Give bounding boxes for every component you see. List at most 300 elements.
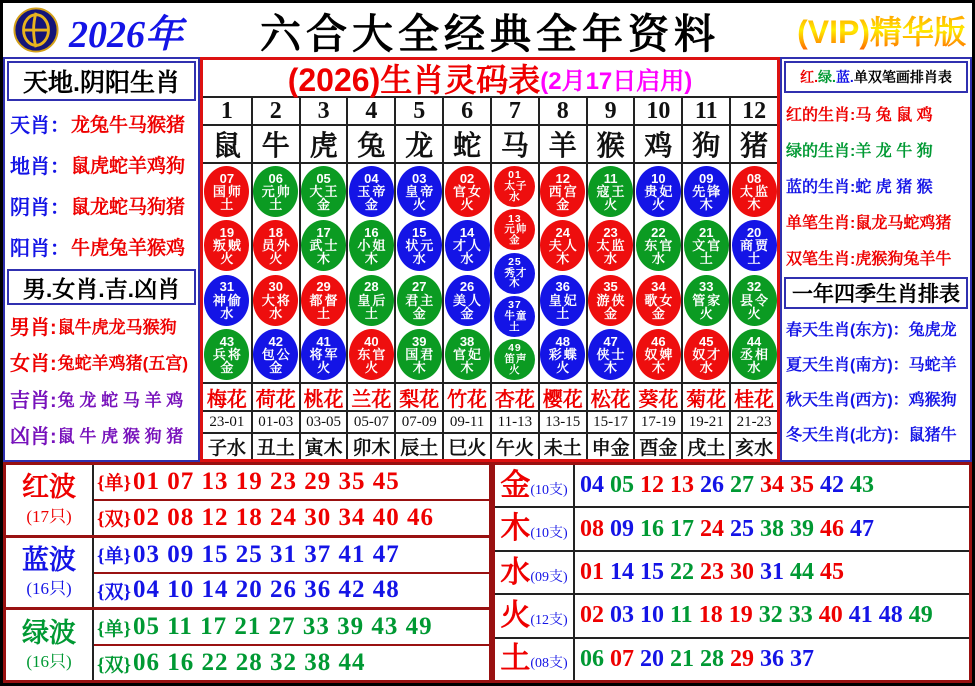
color-zodiac-row: 绿的生肖:羊 龙 牛 狗: [786, 142, 933, 160]
number-ball: [588, 275, 633, 326]
ball-element: 火: [604, 197, 618, 213]
element-count: (12支): [530, 612, 568, 628]
ball-element: 火: [699, 305, 713, 321]
grid-column: [729, 98, 777, 459]
element-number: 12: [640, 472, 664, 499]
wave-group: [6, 465, 489, 535]
ball-title: 官女: [453, 183, 484, 199]
ball-title: 状元: [405, 238, 436, 254]
element-number: 20: [640, 645, 664, 672]
wave-parity-tag: {双}: [97, 509, 131, 531]
element-number: 17: [670, 515, 694, 542]
ball-title: 小姐: [357, 238, 388, 254]
ball-number: 17: [316, 224, 331, 240]
ball-element: 木: [651, 360, 665, 376]
element-name: 金: [500, 468, 531, 502]
element-numbers: [575, 508, 969, 549]
left-row-label: 男肖:: [10, 316, 57, 339]
column-number: 9: [588, 98, 634, 126]
ball-element: 金: [556, 197, 570, 213]
ball-title: 元帅: [261, 183, 292, 199]
wave-number-row: [94, 465, 489, 499]
ball-element: 木: [556, 251, 570, 267]
ball-title: 都督: [309, 292, 340, 308]
number-ball: [494, 296, 535, 337]
number-ball: [540, 220, 585, 271]
header: [3, 3, 972, 57]
color-zodiac-row: 双笔生肖:虎猴狗兔羊牛: [786, 250, 952, 268]
left-section1-rows: [5, 103, 198, 267]
ball-element: 水: [509, 190, 521, 203]
zodiac-cell: 虎: [301, 126, 347, 164]
number-ball: [204, 166, 249, 217]
zodiac-cell: 鸡: [635, 126, 681, 164]
number-ball: [636, 275, 681, 326]
number-ball: [253, 329, 298, 380]
element-number: 45: [820, 559, 844, 586]
ball-number: 32: [746, 279, 762, 295]
ball-title: 皇帝: [405, 183, 436, 199]
flower-cell: 桂花: [731, 384, 777, 412]
element-number: 01: [580, 559, 604, 586]
color-zodiac-row: 单笔生肖:鼠龙马蛇鸡猪: [786, 214, 952, 232]
branch-cell: 子水: [207, 438, 246, 459]
zodiac-cell: 猴: [588, 126, 634, 164]
ball-title: 县令: [740, 292, 771, 308]
ball-element: 木: [747, 197, 761, 213]
left-row-label: 天肖：: [10, 115, 70, 137]
right-section2-rows: [782, 311, 970, 451]
ball-stack: [492, 164, 538, 384]
wave-number-row: [94, 610, 489, 644]
wave-rows: [94, 465, 489, 535]
color-zodiac-row: 蓝的生肖:蛇 虎 猪 猴: [786, 178, 933, 196]
number-ball: [253, 166, 298, 217]
ball-number: 07: [219, 170, 235, 186]
title-segment: 单双笔画排肖表: [853, 69, 952, 85]
ball-element: 金: [651, 305, 665, 321]
element-number: 29: [730, 645, 754, 672]
grid-column: [203, 98, 251, 459]
ball-number: 45: [699, 333, 714, 349]
title-segment: 绿.: [818, 69, 836, 85]
wave-parity-tag: {双}: [97, 654, 131, 676]
element-number: 22: [670, 559, 694, 586]
ball-element: 火: [412, 197, 426, 213]
element-row: [495, 637, 969, 680]
center-title-sub: (2月17日启用): [540, 67, 693, 95]
number-ball: [732, 329, 777, 380]
element-number: 34: [760, 472, 784, 499]
element-name: 火: [500, 598, 531, 632]
hour-cell: 13-15: [540, 412, 586, 434]
ball-element: 水: [220, 305, 234, 321]
element-label: [495, 639, 575, 680]
ball-stack: [444, 164, 490, 384]
element-row: [495, 550, 969, 593]
number-ball: [301, 275, 346, 326]
element-label: [495, 552, 575, 593]
zodiac-cell: 蛇: [444, 126, 490, 164]
ball-number: 04: [364, 170, 379, 186]
ball-title: 东官: [357, 346, 388, 362]
column-number: 4: [348, 98, 394, 126]
ball-element: 土: [364, 305, 378, 321]
ball-title: 丞相: [740, 346, 771, 362]
number-ball: [684, 166, 729, 217]
wave-parity-tag: {单}: [97, 546, 131, 568]
left-row-value: 兔蛇羊鸡猪(五宫): [57, 354, 188, 374]
ball-element: 火: [509, 363, 521, 376]
wave-numbers: 05 11 17 21 27 33 39 43 49: [132, 613, 433, 641]
ball-element: 水: [269, 305, 283, 321]
element-label: [495, 465, 575, 506]
ball-title: 太监: [596, 238, 627, 254]
ball-number: 19: [219, 224, 235, 240]
hour-cell: 01-03: [253, 412, 299, 434]
wave-count: (16只): [26, 579, 72, 599]
right-section1-title: [784, 61, 968, 93]
ball-number: 08: [746, 170, 762, 186]
title-segment: 蓝.: [835, 69, 854, 85]
zodiac-cell: 牛: [253, 126, 299, 164]
hour-cell: 23-01: [203, 412, 251, 434]
ball-element: 金: [412, 305, 426, 321]
element-number: 38: [760, 515, 784, 542]
ball-element: 火: [556, 360, 570, 376]
wave-rows: [94, 610, 489, 680]
right-section1-rows: [782, 95, 970, 275]
season-row: 夏天生肖(南方)：马蛇羊: [786, 357, 957, 374]
element-number: 33: [788, 602, 813, 629]
ball-number: 39: [412, 333, 427, 349]
ball-title: 元帅: [504, 223, 528, 236]
element-number: 13: [670, 472, 694, 499]
element-number: 04: [580, 472, 604, 499]
center-title-main: (2026)生肖灵码表: [287, 62, 541, 98]
wave-number-row: [94, 644, 489, 680]
ball-number: 35: [603, 279, 618, 295]
ball-title: 东官: [644, 238, 675, 254]
ball-title: 兵将: [212, 346, 243, 362]
ball-element: 土: [317, 305, 331, 321]
element-number: 46: [820, 515, 844, 542]
left-section1-title: 天地.阴阳生肖: [7, 61, 196, 101]
ball-number: 05: [316, 170, 331, 186]
column-number: 3: [301, 98, 347, 126]
element-count: (09支): [530, 569, 568, 585]
grid-column: [633, 98, 681, 459]
grid-column: [251, 98, 299, 459]
wave-name: 蓝波: [22, 544, 76, 575]
ball-element: 火: [651, 197, 665, 213]
ball-number: 34: [651, 279, 666, 295]
element-number: 14: [610, 559, 634, 586]
left-row: [10, 109, 198, 138]
ball-element: 火: [364, 360, 378, 376]
ball-title: 美人: [453, 292, 484, 308]
season-row: 冬天生肖(北方)：鼠猪牛: [786, 427, 957, 444]
ball-title: 歌女: [644, 292, 675, 308]
ball-number: 30: [268, 279, 283, 295]
number-ball: [301, 166, 346, 217]
number-ball: [349, 220, 394, 271]
flower-cell: 葵花: [635, 384, 681, 412]
ball-number: 48: [555, 333, 570, 349]
ball-title: 国师: [212, 183, 243, 199]
number-ball: [494, 166, 535, 207]
element-name: 土: [500, 642, 531, 676]
ball-element: 水: [412, 251, 426, 267]
left-row: [10, 232, 198, 261]
ball-number: 06: [268, 170, 283, 186]
ball-title: 包公: [261, 346, 292, 362]
hour-cell: 17-19: [635, 412, 681, 434]
ball-stack: [301, 164, 347, 384]
hour-cell: 05-07: [348, 412, 394, 434]
ball-number: 47: [603, 333, 618, 349]
element-name: 木: [500, 512, 531, 546]
element-number: 48: [878, 602, 903, 629]
ball-number: 44: [746, 333, 762, 349]
number-ball: [301, 329, 346, 380]
grid-column: [299, 98, 347, 459]
ball-number: 22: [651, 224, 666, 240]
ball-title: 大将: [261, 292, 292, 308]
ball-element: 木: [364, 251, 378, 267]
element-numbers: [575, 465, 969, 506]
ball-title: 玉帝: [357, 183, 388, 199]
ball-title: 贵妃: [644, 183, 675, 199]
flower-cell: 竹花: [444, 384, 490, 412]
grid-column: [586, 98, 634, 459]
element-number: 11: [670, 602, 693, 629]
element-number: 47: [850, 515, 874, 542]
column-number: 6: [444, 98, 490, 126]
element-number: 30: [730, 559, 754, 586]
number-ball: [445, 329, 490, 380]
column-number: 8: [540, 98, 586, 126]
column-number: 7: [492, 98, 538, 126]
ball-title: 寇王: [596, 183, 627, 199]
ball-number: 29: [316, 279, 331, 295]
wave-numbers: 03 09 15 25 31 37 41 47: [132, 540, 400, 568]
branch-cell: 卯木: [352, 438, 391, 459]
ball-element: 水: [604, 251, 618, 267]
ball-number: 11: [603, 170, 618, 186]
number-ball: [684, 220, 729, 271]
ball-stack: [731, 164, 777, 384]
ball-number: 01: [508, 169, 522, 182]
element-row: [495, 593, 969, 636]
ball-number: 38: [459, 333, 475, 349]
season-row: 秋天生肖(西方)：鸡猴狗: [786, 392, 957, 409]
zodiac-cell: 兔: [348, 126, 394, 164]
branch-cell: 申金: [591, 438, 630, 459]
number-ball: [636, 166, 681, 217]
flower-cell: 兰花: [348, 384, 394, 412]
ball-title: 管家: [692, 292, 723, 308]
ball-title: 皇妃: [548, 292, 579, 308]
wave-number-row: [94, 538, 489, 572]
element-table: [492, 462, 972, 683]
ball-number: 10: [651, 170, 666, 186]
left-section2-title: 男.女肖.吉.凶肖: [7, 269, 196, 305]
grid-column: [681, 98, 729, 459]
center-title: [203, 60, 777, 98]
ball-number: 23: [603, 224, 618, 240]
flower-cell: 梨花: [396, 384, 442, 412]
left-row-label: 阳肖：: [10, 238, 70, 260]
number-ball: [540, 166, 585, 217]
flower-cell: 松花: [588, 384, 634, 412]
ball-element: 火: [269, 251, 283, 267]
element-count: (08支): [530, 656, 568, 672]
ball-number: 36: [555, 279, 570, 295]
ball-element: 金: [460, 305, 474, 321]
element-number: 39: [790, 515, 814, 542]
ball-number: 09: [699, 170, 714, 186]
column-number: 12: [731, 98, 777, 126]
element-number: 35: [790, 472, 814, 499]
wave-parity-tag: {双}: [97, 581, 131, 603]
wave-numbers: 01 07 13 19 23 29 35 45: [132, 467, 400, 495]
zodiac-cell: 马: [492, 126, 538, 164]
wave-number-row: [94, 572, 489, 608]
ball-element: 火: [317, 360, 331, 376]
element-label: [495, 508, 575, 549]
number-ball: [684, 275, 729, 326]
number-ball: [588, 220, 633, 271]
ball-number: 49: [508, 342, 522, 355]
wave-label: [6, 538, 94, 608]
ball-element: 土: [556, 305, 570, 321]
zodiac-cell: 羊: [540, 126, 586, 164]
vip-badge: (VIP)精华版: [797, 7, 966, 53]
ball-title: 武士: [309, 238, 340, 254]
number-ball: [445, 220, 490, 271]
branch-cell: 午火: [495, 438, 534, 459]
ball-element: 火: [220, 251, 234, 267]
right-panel: [780, 57, 972, 462]
flower-cell: 樱花: [540, 384, 586, 412]
grid-column: [394, 98, 442, 459]
left-row-value: 龙兔牛马猴猪: [71, 115, 186, 136]
element-number: 06: [580, 645, 604, 672]
element-number: 49: [908, 602, 933, 629]
ball-element: 土: [269, 197, 283, 213]
ball-title: 西宫: [548, 183, 579, 199]
ball-number: 15: [412, 224, 427, 240]
grid-column: [490, 98, 538, 459]
ball-element: 木: [699, 197, 713, 213]
ball-number: 14: [459, 224, 475, 240]
ball-stack: [203, 164, 251, 384]
element-count: (10支): [530, 526, 568, 542]
left-row: [10, 384, 198, 413]
wave-rows: [94, 538, 489, 608]
number-ball: [636, 220, 681, 271]
left-row: [10, 191, 198, 220]
number-ball: [540, 329, 585, 380]
ball-number: 40: [364, 333, 379, 349]
ball-title: 秀才: [504, 266, 528, 279]
left-row-value: 鼠虎蛇羊鸡狗: [71, 156, 186, 177]
number-ball: [684, 329, 729, 380]
ball-title: 将军: [309, 346, 340, 362]
grid-column: [346, 98, 394, 459]
ball-title: 君主: [405, 292, 436, 308]
element-number: 07: [610, 645, 634, 672]
element-number: 21: [670, 645, 694, 672]
number-ball: [445, 275, 490, 326]
ball-title: 太子: [504, 180, 528, 193]
ball-element: 木: [317, 251, 331, 267]
left-row-value: 鼠牛虎龙马猴狗: [57, 317, 177, 337]
color-zodiac-row: 红的生肖:马 兔 鼠 鸡: [786, 106, 933, 124]
branch-cell: 酉金: [639, 438, 678, 459]
wave-parity-tag: {单}: [97, 618, 131, 640]
ball-title: 游侠: [596, 292, 627, 308]
ball-number: 25: [508, 255, 522, 268]
element-numbers: [575, 595, 969, 636]
ball-element: 土: [509, 320, 521, 333]
number-ball: [204, 275, 249, 326]
ball-title: 商贾: [740, 238, 771, 254]
element-numbers: [575, 552, 969, 593]
ball-element: 火: [460, 197, 474, 213]
wave-numbers: 04 10 14 20 26 36 42 48: [132, 576, 400, 604]
ball-number: 20: [746, 224, 762, 240]
number-ball: [636, 329, 681, 380]
wave-count: (16只): [26, 651, 72, 671]
wave-parity-tag: {单}: [97, 473, 131, 495]
element-number: 40: [818, 602, 843, 629]
element-number: 23: [700, 559, 724, 586]
ball-number: 27: [412, 279, 427, 295]
element-number: 36: [760, 645, 784, 672]
wave-group: [6, 607, 489, 680]
left-row-label: 凶肖:: [10, 426, 57, 449]
wave-numbers: 06 16 22 28 32 38 44: [132, 649, 366, 677]
number-ball: [204, 329, 249, 380]
element-number: 25: [730, 515, 754, 542]
wave-numbers: 02 08 12 18 24 30 34 40 46: [132, 503, 434, 531]
ball-number: 43: [219, 333, 235, 349]
flower-cell: 荷花: [253, 384, 299, 412]
left-row: [10, 347, 198, 376]
ball-number: 26: [459, 279, 475, 295]
ball-title: 奴婢: [644, 346, 675, 362]
year-label: 2026年: [69, 13, 184, 56]
ball-stack: [253, 164, 299, 384]
ball-stack: [635, 164, 681, 384]
number-ball: [732, 166, 777, 217]
number-ball: [349, 329, 394, 380]
number-ball: [349, 166, 394, 217]
grid-column: [538, 98, 586, 459]
element-number: 42: [820, 472, 844, 499]
season-row: 春天生肖(东方)：兔虎龙: [786, 322, 957, 339]
ball-element: 水: [747, 360, 761, 376]
number-ball: [397, 220, 442, 271]
title-segment: 红.: [800, 69, 819, 85]
ball-title: 大王: [309, 183, 340, 199]
branch-cell: 未土: [543, 438, 582, 459]
branch-cell: 辰土: [400, 438, 439, 459]
ball-title: 才人: [453, 238, 484, 254]
wave-name: 红波: [22, 472, 76, 503]
